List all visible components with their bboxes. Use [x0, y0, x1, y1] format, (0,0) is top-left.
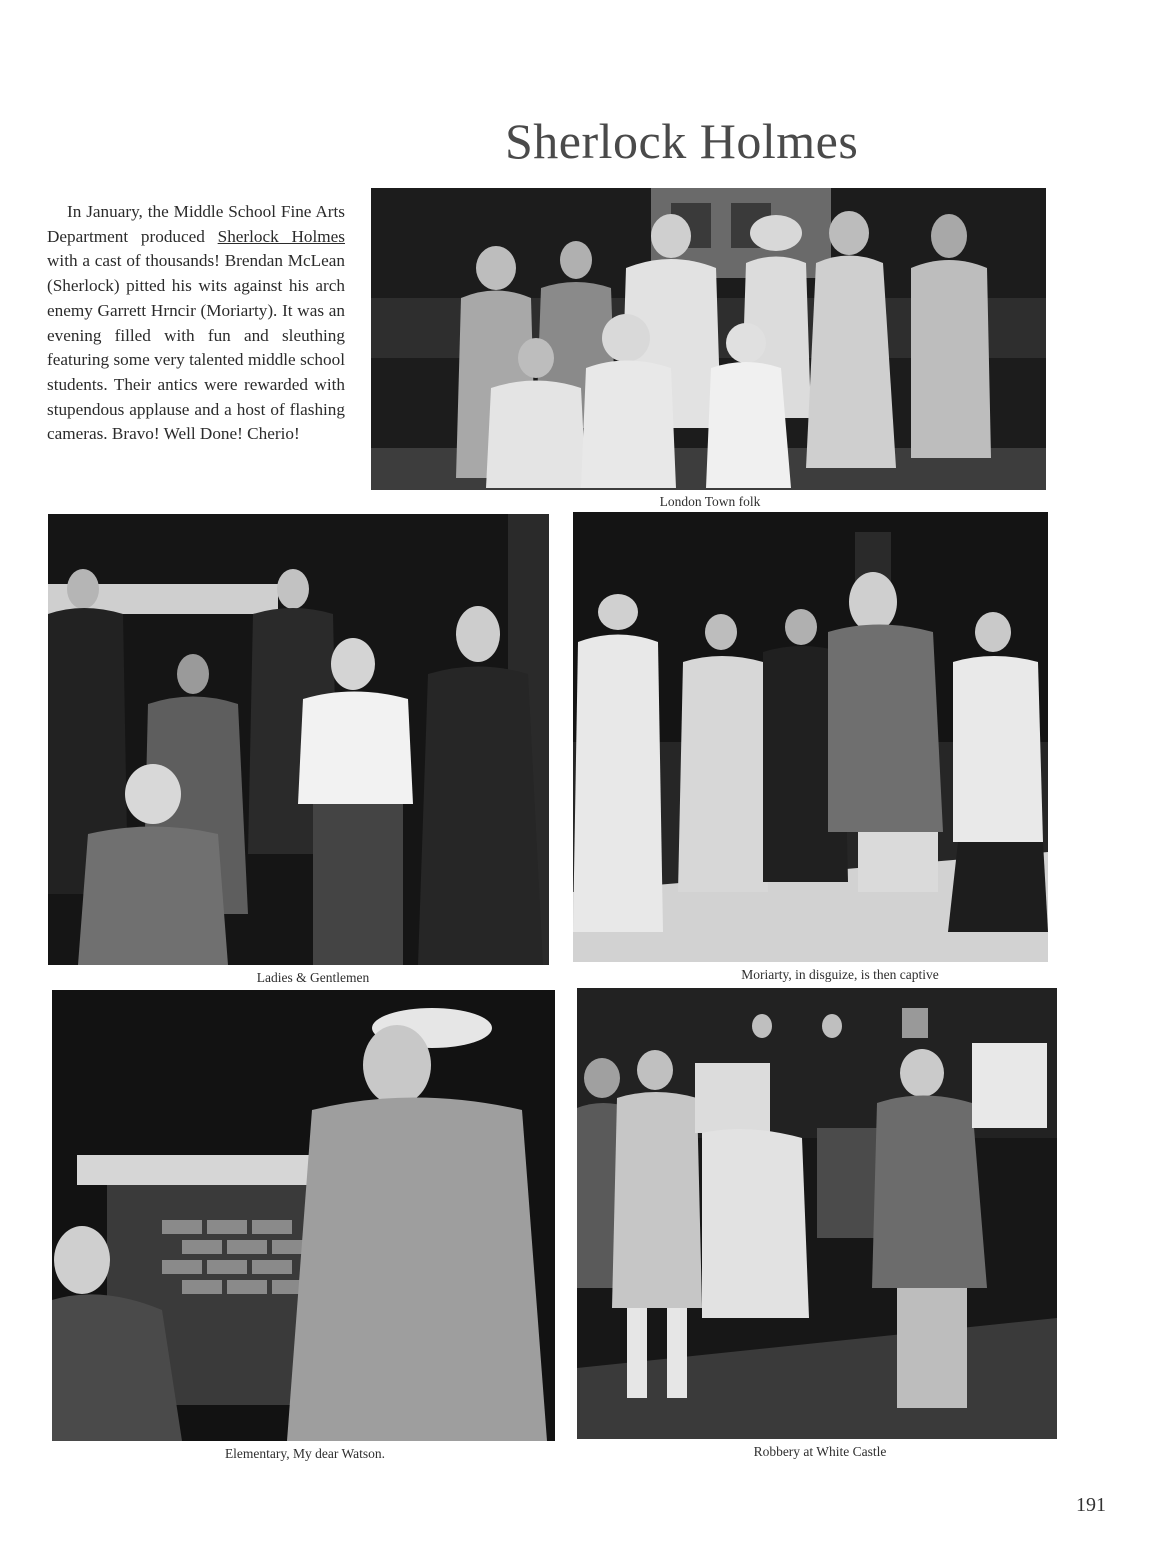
intro-text-end: with a cast of thousands! Brendan McLean (Sherlock) pitted his wits against his arch enemy Garrett Hrncir (Moriarty). It was an evening filled with fun and sleuthing featuring some very talented middle school students. Their antics were rewarded with stupendous applause and a host of flashing cameras. Bravo! Well Done! Cherio!	[47, 251, 345, 444]
caption-moriarty-captive: Moriarty, in disguize, is then captive	[741, 967, 939, 982]
photo-robbery-white-castle	[577, 988, 1057, 1439]
photo-moriarty-captive	[573, 512, 1048, 962]
caption-elementary-watson: Elementary, My dear Watson.	[224, 1446, 386, 1461]
photo-elementary-watson	[52, 990, 555, 1441]
photo-ladies-gentlemen	[48, 514, 549, 965]
caption-ladies-gentlemen: Ladies & Gentlemen	[256, 970, 370, 985]
intro-paragraph	[47, 200, 345, 447]
caption-robbery-white-castle: Robbery at White Castle	[753, 1444, 887, 1459]
play-title-underlined: Sherlock Holmes	[217, 226, 345, 246]
photo-london-town-folk	[371, 188, 1046, 490]
page-title: Sherlock Holmes	[505, 113, 859, 169]
page-number: 191	[1076, 1494, 1106, 1516]
caption-london-town-folk: London Town folk	[659, 494, 761, 509]
intro-text-start: In January, the Middle School Fine Arts Department produced	[47, 202, 345, 246]
